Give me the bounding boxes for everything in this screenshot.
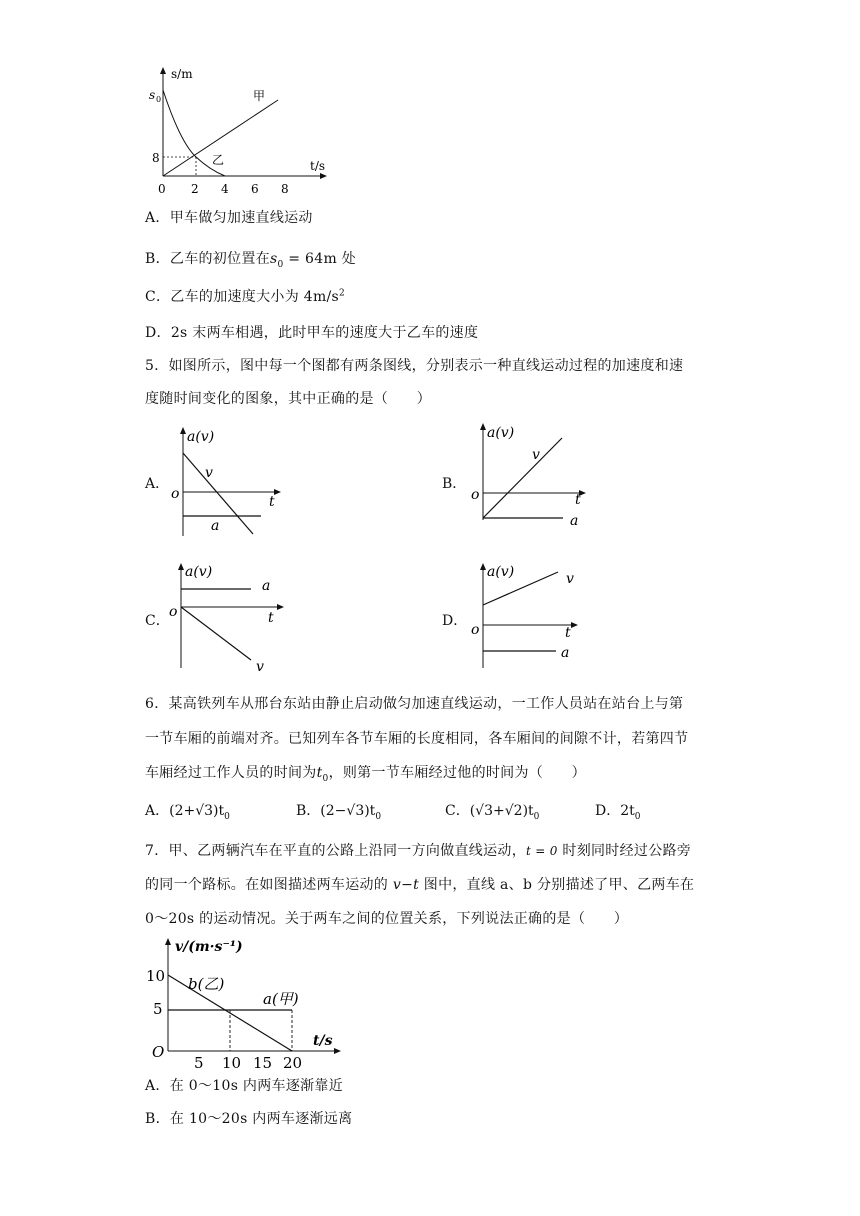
q7-stem-line3: 0～20s 的运动情况。关于两车之间的位置关系，下列说法正确的是（ ） bbox=[145, 911, 629, 927]
q5b-y-label: a(v) bbox=[487, 425, 515, 441]
q7-x-tick-5: 5 bbox=[194, 1054, 204, 1072]
q4-label-jia: 甲 bbox=[253, 89, 266, 103]
q5-graph-a bbox=[165, 420, 295, 538]
q5-stem-line1: 5．如图所示，图中每一个图都有两条图线，分别表示一种直线运动过程的加速度和速 bbox=[145, 358, 684, 374]
q5-stem-line2: 度随时间变化的图象，其中正确的是（ ） bbox=[145, 391, 431, 407]
q5a-y-label: a(v) bbox=[187, 429, 215, 445]
q7-stem-line2: 的同一个路标。在如图描述两车运动的 v−t 图中，直线 a、b 分别描述了甲、乙两车在 bbox=[145, 877, 695, 893]
q6-stem-line2: 一节车厢的前端对齐。已知列车各节车厢的长度相同，各车厢间的间隙不计，若第四节 bbox=[145, 731, 689, 747]
q6-option-b: B．$(2-√3)t_0$ bbox=[296, 803, 382, 822]
q4-label-yi: 乙 bbox=[212, 153, 225, 167]
q4-x-tick-2: 2 bbox=[191, 182, 199, 196]
q7-x-tick-10: 10 bbox=[222, 1054, 242, 1072]
q5-label-c: C． bbox=[145, 613, 170, 629]
q5b-a-label: a bbox=[570, 513, 579, 529]
q6-option-c: C．$(√3+√2)t_0$ bbox=[445, 803, 540, 822]
q4-y-axis-label: s/m bbox=[171, 67, 193, 81]
q7-x-tick-15: 15 bbox=[253, 1054, 273, 1072]
q5c-origin: o bbox=[169, 604, 178, 620]
q4-option-c: C．乙车的加速度大小为 $4m/s^2$ bbox=[145, 288, 346, 305]
q5c-v-line bbox=[181, 607, 251, 660]
q7-label-a: a(甲) bbox=[263, 990, 299, 1008]
q5d-x-label: t bbox=[565, 625, 571, 641]
q4-option-b: B．乙车的初位置在$s_0 = 64m$ 处 bbox=[145, 251, 357, 270]
q4-st-graph bbox=[140, 62, 340, 202]
q4-s0-sub: 0 bbox=[156, 95, 162, 104]
q4-x-tick-6: 6 bbox=[251, 182, 259, 196]
q5b-origin: o bbox=[471, 487, 480, 503]
q7-vt-graph bbox=[140, 933, 350, 1072]
q5-graph-c bbox=[165, 558, 295, 676]
q7-label-b: b(乙) bbox=[188, 975, 225, 993]
q7-y-tick-10: 10 bbox=[146, 967, 166, 985]
q4-x-tick-0: 0 bbox=[158, 182, 166, 196]
q4-s0-label: s bbox=[149, 88, 156, 102]
q7-x-axis-label: t/s bbox=[313, 1033, 333, 1049]
q5d-origin: o bbox=[471, 622, 480, 638]
q6-option-a: A．$(2+√3)t_0$ bbox=[145, 803, 230, 822]
q5-label-d: D． bbox=[442, 613, 468, 629]
q5c-a-label: a bbox=[262, 578, 271, 594]
q7-option-a: A．在 0～10s 内两车逐渐靠近 bbox=[145, 1078, 344, 1094]
q5b-x-label: t bbox=[575, 492, 581, 508]
q5c-x-label: t bbox=[268, 610, 274, 626]
q7-x-tick-20: 20 bbox=[283, 1054, 303, 1072]
q4-x-tick-4: 4 bbox=[221, 182, 229, 196]
q7-y-axis-label: v/(m·s⁻¹) bbox=[175, 939, 243, 955]
q5c-v-label: v bbox=[256, 659, 264, 675]
q5c-y-label: a(v) bbox=[185, 564, 213, 580]
q5-graph-b bbox=[465, 418, 595, 536]
q4-x-tick-8: 8 bbox=[281, 182, 289, 196]
q5d-y-label: a(v) bbox=[487, 564, 515, 580]
q5-label-b: B． bbox=[442, 476, 467, 492]
q4-x-axis-label: t/s bbox=[310, 159, 326, 173]
q7-option-b: B．在 10～20s 内两车逐渐远离 bbox=[145, 1111, 353, 1127]
q5d-a-label: a bbox=[561, 645, 570, 661]
q5-label-a: A． bbox=[145, 476, 170, 492]
q7-origin: O bbox=[152, 1043, 165, 1061]
q7-y-tick-5: 5 bbox=[153, 1000, 163, 1018]
q5a-x-label: t bbox=[269, 494, 275, 510]
q4-option-d: D．2s 末两车相遇，此时甲车的速度大于乙车的速度 bbox=[145, 325, 479, 341]
q5a-origin: o bbox=[171, 486, 180, 502]
q6-stem-line3: 车厢经过工作人员的时间为$t_0$，则第一节车厢经过他的时间为（ ） bbox=[145, 765, 586, 784]
q6-option-d: D．$2t_0$ bbox=[595, 803, 641, 822]
q5d-v-label: v bbox=[566, 571, 574, 587]
q4-y-tick-8: 8 bbox=[152, 151, 160, 165]
q6-stem-line1: 6．某高铁列车从邢台东站由静止启动做匀加速直线运动，一工作人员站在站台上与第 bbox=[145, 696, 684, 712]
q5b-v-line bbox=[483, 438, 562, 518]
q5-graph-d bbox=[465, 558, 595, 676]
q5a-v-label: v bbox=[205, 465, 213, 481]
q5b-v-label: v bbox=[532, 447, 540, 463]
q4-option-a: A．甲车做匀加速直线运动 bbox=[145, 210, 313, 226]
q7-stem-line1: 7．甲、乙两辆汽车在平直的公路上沿同一方向做直线运动，t = 0 时刻同时经过公路旁 bbox=[145, 843, 692, 859]
q5a-a-label: a bbox=[211, 518, 220, 534]
